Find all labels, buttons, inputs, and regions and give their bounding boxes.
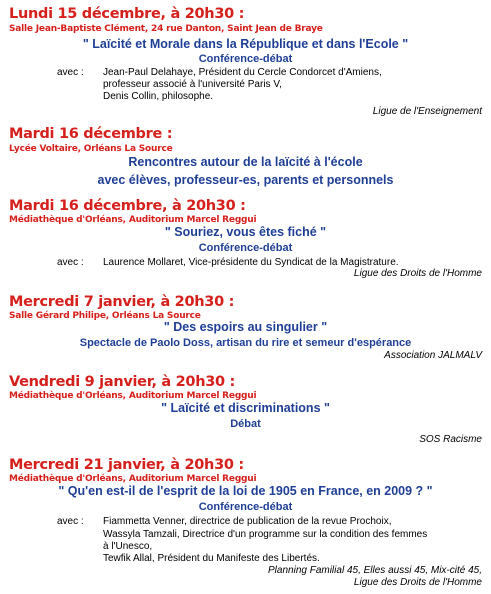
event-date: Mardi 16 décembre, à 20h30 : xyxy=(9,198,246,214)
speaker-line: Jean-Paul Delahaye, Président du Cercle Condorcet d'Amiens, xyxy=(103,67,382,78)
speaker-line: Fiammetta Venner, directrice de publication de la revue Prochoix, xyxy=(103,516,392,527)
event-date: Mercredi 7 janvier, à 20h30 : xyxy=(9,294,235,310)
speaker-line: professeur associé à l'université Paris V, xyxy=(103,79,282,90)
event-organizer: Ligue de l'Enseignement xyxy=(372,106,482,117)
event-venue: Salle Gérard Philipe, Orléans La Source xyxy=(9,311,201,321)
event-date: Mercredi 21 janvier, à 20h30 : xyxy=(9,457,244,473)
event-organizer: Planning Familial 45, Elles aussi 45, Mix-cité 45, xyxy=(268,565,482,576)
event-date: Mardi 16 décembre : xyxy=(9,126,173,142)
speaker-line: Denis Collin, philosophe. xyxy=(103,91,214,102)
event-format: Conférence-débat xyxy=(198,53,293,65)
event-venue: Médiathèque d'Orléans, Auditorium Marcel Reggui xyxy=(9,215,257,225)
avec-label: avec : xyxy=(57,516,84,527)
event-venue: Salle Jean-Baptiste Clément, 24 rue Danton, Saint Jean de Braye xyxy=(9,24,323,34)
event-title: " Souriez, vous êtes fiché " xyxy=(164,225,327,239)
event-venue: Lycée Voltaire, Orléans La Source xyxy=(9,144,173,154)
event-organizer: Association JALMALV xyxy=(384,350,482,361)
event-title: Rencontres autour de la laïcité à l'école xyxy=(128,155,363,169)
event-title: " Laïcité et discriminations " xyxy=(161,401,330,415)
speaker-line: Tewfik Allal, Président du Manifeste des Libertés. xyxy=(103,553,320,564)
speaker-line: à l'Unesco, xyxy=(103,541,153,552)
event-format: Conférence-débat xyxy=(198,242,293,254)
speaker-line: Laurence Mollaret, Vice-présidente du Syndicat de la Magistrature. xyxy=(103,257,399,268)
event-organizer: Ligue des Droits de l'Homme xyxy=(353,268,482,279)
event-title: " Des espoirs au singulier " xyxy=(163,320,328,334)
event-venue: Médiathèque d'Orléans, Auditorium Marcel Reggui xyxy=(9,391,257,401)
event-date: Lundi 15 décembre, à 20h30 : xyxy=(9,6,245,22)
avec-label: avec : xyxy=(57,67,84,78)
event-format: Débat xyxy=(230,418,261,430)
event-title: " Laïcité et Morale dans la République et dans l'Ecole " xyxy=(82,37,409,51)
avec-label: avec : xyxy=(57,257,84,268)
event-format: Conférence-débat xyxy=(198,501,293,513)
event-subtitle: avec élèves, professeur-es, parents et personnels xyxy=(97,173,394,187)
event-venue: Médiathèque d'Orléans, Auditorium Marcel Reggui xyxy=(9,474,257,484)
event-title: " Qu'en est-il de l'esprit de la loi de 1905 en France, en 2009 ? " xyxy=(58,484,433,498)
event-format: Spectacle de Paolo Doss, artisan du rire et semeur d'espérance xyxy=(79,337,412,349)
event-organizer: Ligue des Droits de l'Homme xyxy=(353,577,482,588)
speaker-line: Wassyla Tamzali, Directrice d'un programme sur la condition des femmes xyxy=(103,529,428,540)
event-organizer: SOS Racisme xyxy=(419,434,482,445)
event-date: Vendredi 9 janvier, à 20h30 : xyxy=(9,374,236,390)
